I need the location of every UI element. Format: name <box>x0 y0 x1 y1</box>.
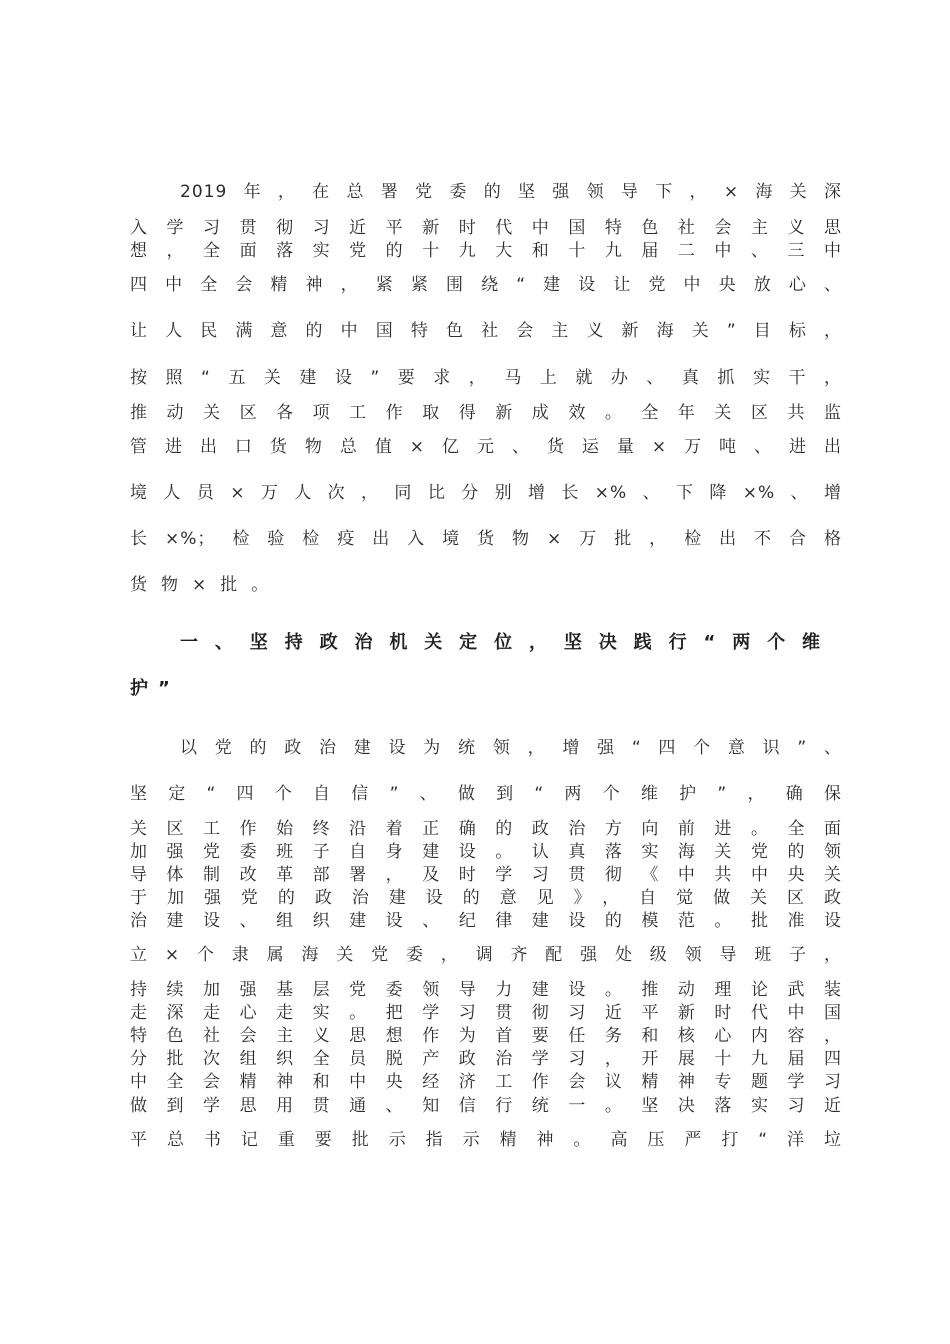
paragraph-line: 管进出口货物总值×亿元、货运量×万吨、进出 <box>130 437 842 457</box>
paragraph-line: 坚定“四个自信”、做到“两个维护”，确保 <box>130 784 842 804</box>
paragraph-line: 做到学思用贯通、知信行统一。坚决落实习近 <box>130 1096 842 1116</box>
paragraph-line: 加强党委班子自身建设。认真落实海关党的领 <box>130 842 842 862</box>
section-heading: 一、坚持政治机关定位，坚决践行“两个维 <box>180 632 820 653</box>
paragraph-line: 货物×批。 <box>130 575 283 595</box>
section-heading-continued: 护” <box>130 678 180 699</box>
paragraph-line: 以党的政治建设为统领，增强“四个意识”、 <box>180 738 842 758</box>
paragraph-line: 四中全会精神，紧紧围绕“建设让党中央放心、 <box>130 275 842 295</box>
paragraph-line: 中全会精神和中央经济工作会议精神专题学习 <box>130 1072 842 1092</box>
paragraph-line: 平总书记重要批示指示精神。高压严打“洋垃 <box>130 1130 842 1150</box>
paragraph-line: 立×个隶属海关党委，调齐配强处级领导班子， <box>130 945 842 965</box>
paragraph-line: 于加强党的政治建设的意见》，自觉做关区政 <box>130 888 842 908</box>
paragraph-line: 长×%；检验检疫出入境货物×万批，检出不合格 <box>130 529 842 549</box>
paragraph-line: 关区工作始终沿着正确的政治方向前进。全面 <box>130 819 842 839</box>
paragraph-line: 按照“五关建设”要求，马上就办、真抓实干， <box>130 368 842 388</box>
paragraph-line: 导体制改革部署，及时学习贯彻《中共中央关 <box>130 865 842 885</box>
paragraph-line: 入学习贯彻习近平新时代中国特色社会主义思 <box>130 218 842 238</box>
paragraph-line: 想，全面落实党的十九大和十九届二中、三中 <box>130 241 842 261</box>
paragraph-line: 推动关区各项工作取得新成效。全年关区共监 <box>130 403 842 423</box>
paragraph-line: 走深走心走实。把学习贯彻习近平新时代中国 <box>130 1003 842 1023</box>
paragraph-line: 2019年，在总署党委的坚强领导下，×海关深 <box>180 182 842 202</box>
paragraph-line: 让人民满意的中国特色社会主义新海关”目标， <box>130 321 842 341</box>
paragraph-line: 分批次组织全员脱产政治学习，开展十九届四 <box>130 1049 842 1069</box>
paragraph-line: 治建设、组织建设、纪律建设的模范。批准设 <box>130 911 842 931</box>
paragraph-line: 特色社会主义思想作为首要任务和核心内容， <box>130 1026 842 1046</box>
paragraph-line: 持续加强基层党委领导力建设。推动理论武装 <box>130 980 842 1000</box>
paragraph-line: 境人员×万人次，同比分别增长×%、下降×%、增 <box>130 483 842 503</box>
